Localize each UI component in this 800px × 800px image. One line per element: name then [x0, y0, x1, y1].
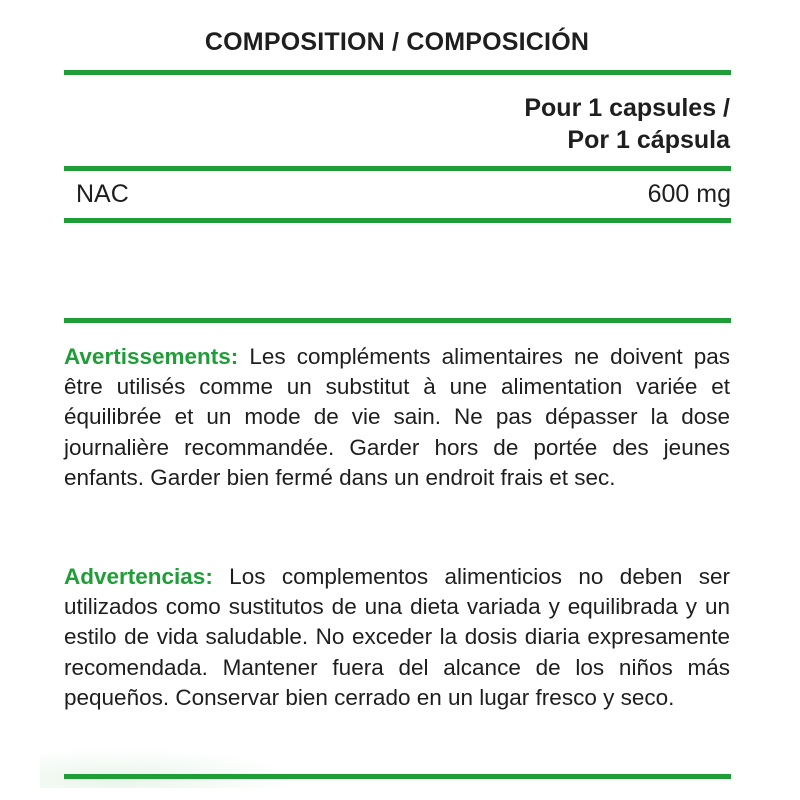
serving-size: [524, 92, 730, 156]
warnings-spanish-label: Advertencias:: [64, 564, 213, 589]
ingredient-amount: 600 mg: [647, 180, 731, 208]
green-divider-warnings: [64, 318, 731, 323]
warnings-french: [64, 342, 730, 493]
composition-title: COMPOSITION / COMPOSICIÓN: [204, 28, 590, 56]
ingredient-name: NAC: [76, 180, 129, 208]
warnings-french-text: Les compléments alimentaires ne doivent pas être utilisés comme un substitut à une alimentation variée et équilibrée et un mode de vie sain. Ne pas dépasser la dose journalière recommandée. Garder hors de portée des jeunes enfants. Garder bien fermé dans un endroit frais et sec.: [64, 344, 730, 490]
green-divider-top: [64, 70, 731, 75]
serving-size-fr: Pour 1 capsules /: [524, 94, 730, 122]
green-divider-table-end: [64, 218, 731, 223]
serving-size-es: Por 1 cápsula: [567, 126, 730, 154]
green-divider-bottom: [64, 774, 731, 779]
warnings-french-label: Avertissements:: [64, 344, 239, 369]
warnings-spanish: [64, 562, 730, 713]
decorative-swoosh: [40, 748, 300, 788]
green-divider-serving: [64, 166, 731, 171]
warnings-spanish-text: Los complementos alimenticios no deben ser utilizados como sustitutos de una dieta variada y equilibrada y un estilo de vida saludable. No exceder la dosis diaria expresamente recomendada. Mantener fuera del alcance de los niños más pequeños. Conservar bien cerrado en un lugar fresco y seco.: [64, 564, 730, 710]
